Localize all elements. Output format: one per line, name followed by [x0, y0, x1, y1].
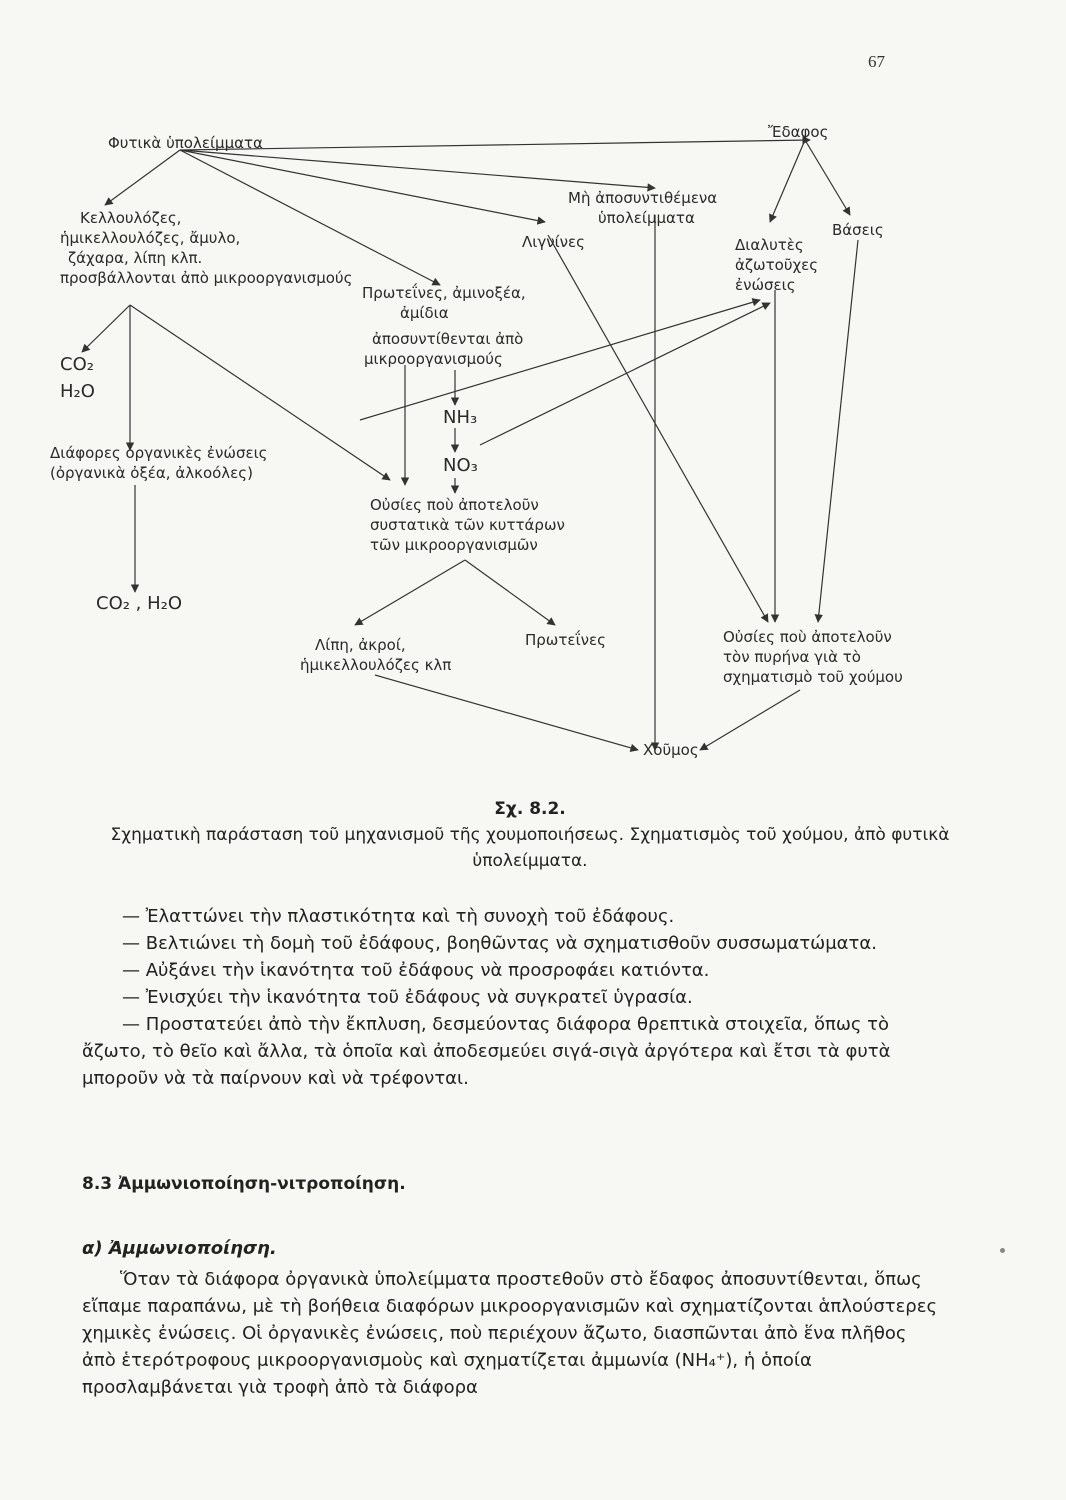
- node-proteins: [362, 283, 526, 369]
- list-item: — Βελτιώνει τὴ δομὴ τοῦ ἐδάφους, βοηθῶντας νὰ σχηματισθοῦν συσσωματώματα.: [122, 933, 877, 954]
- list-item: — Ἐλαττώνει τὴν πλαστικότητα καὶ τὴ συνοχὴ τοῦ ἐδάφους.: [122, 906, 675, 927]
- paragraph: Ὅταν τὰ διάφορα ὀργανικὰ ὑπολείμματα προστεθοῦν στὸ ἔδαφος ἀποσυντίθενται, ὅπως εἴπαμε παραπάνω, μὲ τὴ βοήθεια διαφόρων μικροοργανισμῶν καὶ σχηματίζονται ἁπλούστερες χημικὲς ἐνώσεις. Οἱ ὀργανικὲς ἐνώσεις, ποὺ περιέχουν ἄζωτο, διασπῶνται ἀπὸ ἕνα πλῆθος ἀπὸ ἑτερότροφους μικροοργανισμοὺς καὶ σχηματίζεται ἀμμωνία (NH₄⁺), ἡ ὁποία προσλαμβάνεται γιὰ τροφὴ ἀπὸ τὰ διάφορα: [82, 1269, 938, 1398]
- node-nitrogen-compounds: [735, 235, 818, 295]
- node-organic-compounds: [50, 443, 267, 483]
- speck-mark: [1000, 1248, 1005, 1253]
- node-line: προσβάλλονται ἀπὸ μικροοργανισμούς: [60, 269, 353, 287]
- subsection-title: α) Ἀμμωνιοποίηση.: [82, 1238, 277, 1259]
- node-line: Διαλυτὲς: [735, 236, 804, 254]
- figure-label: Σχ. 8.2.: [494, 799, 566, 819]
- node-line: συστατικὰ τῶν κυττάρων: [370, 516, 565, 534]
- figure-caption-text: Σχηματικὴ παράσταση τοῦ μηχανισμοῦ τῆς χουμοποιήσεως. Σχηματισμὸς τοῦ χούμου, ἀπὸ φυτικὰ ὑπολείμματα.: [110, 825, 950, 871]
- node-line: ὑπολείμματα: [598, 209, 695, 227]
- node-line: ἡμικελλουλόζες κλπ: [300, 656, 452, 674]
- node-line: Πρωτεΐνες, ἀμινοξέα,: [362, 284, 526, 302]
- node-line: Διάφορες ὀργανικὲς ἐνώσεις: [50, 444, 268, 462]
- node-line: τῶν μικροοργανισμῶν: [370, 536, 538, 554]
- node-line: ἡμικελλουλόζες, ἄμυλο,: [60, 229, 241, 247]
- node-soil: Ἔδαφος: [768, 123, 829, 141]
- node-line: τὸν πυρήνα γιὰ τὸ: [723, 648, 861, 666]
- node-co2-h2o: CO₂ , H₂O: [96, 593, 183, 614]
- node-line: Οὐσίες ποὺ ἀποτελοῦν: [370, 496, 539, 514]
- benefits-list: [82, 903, 952, 1092]
- node-line: μικροοργανισμούς: [364, 350, 503, 368]
- node-plant-residues: Φυτικὰ ὑπολείμματα: [108, 134, 263, 152]
- node-line: ζάχαρα, λίπη κλπ.: [68, 249, 203, 267]
- figure-caption: [60, 796, 1000, 874]
- node-line: ἀποσυντίθενται ἀπὸ: [372, 330, 524, 348]
- node-h2o: H₂O: [60, 381, 95, 402]
- node-lignins: Λιγνίνες: [522, 233, 585, 251]
- node-line: Λίπη, ἀκροί,: [315, 636, 406, 654]
- node-line: Μὴ ἀποσυντιθέμενα: [568, 189, 718, 207]
- node-humus-core: [723, 627, 903, 687]
- node-line: σχηματισμὸ τοῦ χούμου: [723, 668, 903, 686]
- node-line: ἐνώσεις: [735, 276, 796, 294]
- node-line: (ὀργανικὰ ὀξέα, ἀλκοόλες): [50, 464, 253, 482]
- node-co2: CO₂: [60, 354, 94, 375]
- section-title: 8.3 Ἀμμωνιοποίηση-νιτροποίηση.: [82, 1174, 406, 1194]
- node-line: Κελλουλόζες,: [80, 209, 182, 227]
- node-no3: NO₃: [443, 455, 478, 476]
- node-non-decomposed: [568, 188, 717, 228]
- node-cellulose: [60, 208, 352, 288]
- node-nh3: NH₃: [443, 407, 478, 428]
- node-lipids: [300, 635, 451, 675]
- list-item: — Προστατεύει ἀπὸ τὴν ἔκπλυση, δεσμεύοντας διάφορα θρεπτικὰ στοιχεῖα, ὅπως τὸ ἄζωτο, τὸ θεῖο καὶ ἄλλα, τὰ ὁποῖα καὶ ἀποδεσμεύει σιγά-σιγὰ ἀργότερα καὶ ἔτσι τὰ φυτὰ μποροῦν νὰ τὰ παίρνουν καὶ νὰ τρέφονται.: [82, 1014, 891, 1089]
- node-line: ἀμίδια: [400, 304, 449, 322]
- node-line: Οὐσίες ποὺ ἀποτελοῦν: [723, 628, 892, 646]
- node-proteins-2: Πρωτεΐνες: [525, 631, 606, 649]
- node-bases: Βάσεις: [832, 221, 884, 239]
- node-line: ἀζωτοῦχες: [735, 256, 819, 274]
- node-microbial-substances: [370, 495, 565, 555]
- list-item: — Αὐξάνει τὴν ἱκανότητα τοῦ ἐδάφους νὰ προσροφάει κατιόντα.: [122, 960, 710, 981]
- node-humus: Χοῦμος: [643, 741, 699, 759]
- list-item: — Ἐνισχύει τὴν ἱκανότητα τοῦ ἐδάφους νὰ συγκρατεῖ ὑγρασία.: [122, 987, 693, 1008]
- page-number: 67: [868, 52, 885, 71]
